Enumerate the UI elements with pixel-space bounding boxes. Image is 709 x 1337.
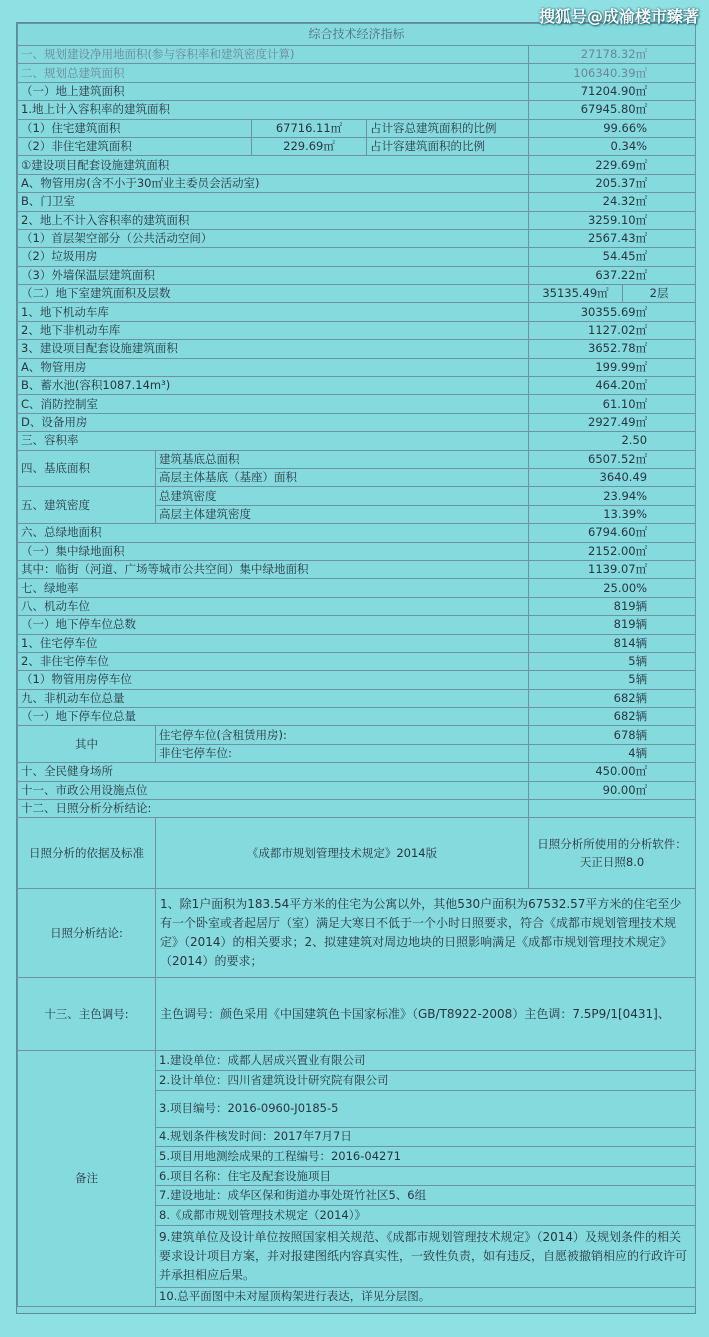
row-label: 1、住宅停车位	[18, 634, 529, 652]
row-label: （一）地下停车位总数	[18, 616, 529, 634]
row-value: 106340.39㎡	[529, 64, 696, 82]
row-value: 637.22㎡	[529, 266, 696, 284]
row-label: ①建设项目配套设施建筑面积	[18, 156, 529, 174]
row-value: 54.45㎡	[529, 248, 696, 266]
row-label: A、物管用房	[18, 358, 529, 376]
row-label: （1）住宅建筑面积	[18, 119, 252, 137]
row-label: A、物管用房(含不小于30㎡业主委员会活动室)	[18, 174, 529, 192]
row-value: 678辆	[529, 726, 696, 744]
ratio-label: 占计容建筑面积的比例	[367, 137, 529, 155]
row-value: 199.99㎡	[529, 358, 696, 376]
sunlight-basis-label: 日照分析的依据及标准	[18, 818, 156, 889]
row-label: 1、地下机动车库	[18, 303, 529, 321]
row-label: 九、非机动车位总量	[18, 689, 529, 707]
row-value: 450.00㎡	[529, 763, 696, 781]
row-value: 682辆	[529, 708, 696, 726]
among-label: 其中	[18, 726, 156, 763]
row-value: 1127.02㎡	[529, 321, 696, 339]
row-label: 3、建设项目配套设施建筑面积	[18, 340, 529, 358]
row-value: 682辆	[529, 689, 696, 707]
row-value: 6507.52㎡	[529, 450, 696, 468]
row-label: 2、地上不计入容积率的建筑面积	[18, 211, 529, 229]
row-value: 71204.90㎡	[529, 82, 696, 100]
row-label: 一、规划建设净用地面积(参与容积率和建筑密度计算)	[18, 46, 529, 64]
row-label: 住宅停车位(含租赁用房):	[156, 726, 529, 744]
row-value: 3640.49	[529, 468, 696, 486]
row-label: 建筑基底总面积	[156, 450, 529, 468]
row-value: 4辆	[529, 744, 696, 762]
row-label: 高层主体基底（基座）面积	[156, 468, 529, 486]
row-value: 25.00%	[529, 579, 696, 597]
row-value: 3259.10㎡	[529, 211, 696, 229]
note-item: 5.项目用地测绘成果的工程编号：2016-04271	[156, 1147, 696, 1167]
row-value: 229.69㎡	[529, 156, 696, 174]
row-label: 八、机动车位	[18, 597, 529, 615]
note-item: 2.设计单位：四川省建筑设计研究院有限公司	[156, 1071, 696, 1091]
row-value: 61.10㎡	[529, 395, 696, 413]
row-label: （2）非住宅建筑面积	[18, 137, 252, 155]
row-label: （3）外墙保温层建筑面积	[18, 266, 529, 284]
row-label: 总建筑密度	[156, 487, 529, 505]
row-label: （二）地下室建筑面积及层数	[18, 285, 529, 303]
row-label: 其中：临街（河道、广场等城市公共空间）集中绿地面积	[18, 560, 529, 578]
row-value: 2567.43㎡	[529, 229, 696, 247]
indicator-table	[17, 23, 696, 1307]
row-value: 1139.07㎡	[529, 560, 696, 578]
watermark: 搜狐号@成渝楼市臻著	[538, 7, 699, 26]
sunlight-conclusion-label: 日照分析结论:	[18, 889, 156, 978]
row-value: 5辆	[529, 652, 696, 670]
row-value	[529, 800, 696, 818]
row-value: 3652.78㎡	[529, 340, 696, 358]
color-text: 主色调号：颜色采用《中国建筑色卡国家标准》（GB/T8922-2008）主色调：7.5P9/1[0431]、	[156, 978, 696, 1051]
row-value: 27178.32㎡	[529, 46, 696, 64]
row-value: 13.39%	[529, 505, 696, 523]
row-value: 0.34%	[529, 137, 696, 155]
row-value: 24.32㎡	[529, 193, 696, 211]
row-value: 23.94%	[529, 487, 696, 505]
row-value: 814辆	[529, 634, 696, 652]
ratio-label: 占计容总建筑面积的比例	[367, 119, 529, 137]
note-item: 10.总平面图中未对屋顶构架进行表达，详见分层图。	[156, 1287, 696, 1307]
row-label: D、设备用房	[18, 413, 529, 431]
row-label: 七、绿地率	[18, 579, 529, 597]
row-area: 229.69㎡	[252, 137, 367, 155]
row-label: 三、容积率	[18, 432, 529, 450]
note-item: 3.项目编号：2016-0960-J0185-5	[156, 1090, 696, 1127]
row-label: 十一、市政公用设施点位	[18, 781, 529, 799]
floors-value: 2层	[623, 285, 696, 303]
row-value: 2927.49㎡	[529, 413, 696, 431]
row-label: 十、全民健身场所	[18, 763, 529, 781]
row-value: 464.20㎡	[529, 377, 696, 395]
row-label: 二、规划总建筑面积	[18, 64, 529, 82]
note-item: 8.《成都市规划管理技术规定（2014）》	[156, 1205, 696, 1225]
row-label: C、消防控制室	[18, 395, 529, 413]
note-item: 6.项目名称：住宅及配套设施项目	[156, 1166, 696, 1186]
row-label: 非住宅停车位:	[156, 744, 529, 762]
row-label: （一）地下停车位总量	[18, 708, 529, 726]
base-label: 四、基底面积	[18, 450, 156, 487]
sunlight-conclusion-text: 1、除1户面积为183.54平方米的住宅为公寓以外，其他530户面积为67532.57平方米的住宅至少有一个卧室或者起居厅（室）满足大寒日不低于一个小时日照要求，符合《成都市规划管理技术规定》（2014）的相关要求；2、拟建建筑对周边地块的日照影响满足《成都市规划管理技术规定》（2014）的要求；	[156, 889, 696, 978]
row-label: （一）地上建筑面积	[18, 82, 529, 100]
row-label: 高层主体建筑密度	[156, 505, 529, 523]
row-label: B、蓄水池(容积1087.14m³)	[18, 377, 529, 395]
row-value: 205.37㎡	[529, 174, 696, 192]
sunlight-software: 日照分析所使用的分析软件：天正日照8.0	[529, 818, 696, 889]
note-item: 4.规划条件核发时间：2017年7月7日	[156, 1127, 696, 1147]
row-label: 十二、日照分析分析结论:	[18, 800, 529, 818]
row-label: 六、总绿地面积	[18, 524, 529, 542]
row-value: 90.00㎡	[529, 781, 696, 799]
row-area: 67716.11㎡	[252, 119, 367, 137]
row-value: 819辆	[529, 597, 696, 615]
row-value: 6794.60㎡	[529, 524, 696, 542]
row-label: （一）集中绿地面积	[18, 542, 529, 560]
row-label: （1）物管用房停车位	[18, 671, 529, 689]
row-value: 30355.69㎡	[529, 303, 696, 321]
row-value: 5辆	[529, 671, 696, 689]
technical-index-sheet	[16, 22, 696, 1314]
density-label: 五、建筑密度	[18, 487, 156, 524]
row-label: 2、非住宅停车位	[18, 652, 529, 670]
row-label: （1）首层架空部分（公共活动空间）	[18, 229, 529, 247]
row-label: （2）垃圾用房	[18, 248, 529, 266]
row-label: 2、地下非机动车库	[18, 321, 529, 339]
row-label: 1.地上计入容积率的建筑面积	[18, 101, 529, 119]
row-value: 819辆	[529, 616, 696, 634]
row-value: 67945.80㎡	[529, 101, 696, 119]
note-item: 9.建筑单位及设计单位按照国家相关规范、《成都市规划管理技术规定》（2014）及规划条件的相关要求设计项目方案，并对报建图纸内容真实性，一致性负责，如有违反，自愿被撤销相应的行政许可并承担相应后果。	[156, 1225, 696, 1287]
row-value: 35135.49㎡	[529, 285, 623, 303]
table-title: 综合技术经济指标	[18, 24, 696, 46]
note-item: 7.建设地址：成华区保和街道办事处斑竹社区5、6组	[156, 1186, 696, 1206]
notes-label: 备注	[18, 1051, 156, 1307]
row-label: B、门卫室	[18, 193, 529, 211]
color-label: 十三、主色调号:	[18, 978, 156, 1051]
sunlight-basis-text: 《成都市规划管理技术规定》2014版	[156, 818, 529, 889]
row-value: 2152.00㎡	[529, 542, 696, 560]
note-item: 1.建设单位：成都人居成兴置业有限公司	[156, 1051, 696, 1071]
row-value: 99.66%	[529, 119, 696, 137]
row-value: 2.50	[529, 432, 696, 450]
